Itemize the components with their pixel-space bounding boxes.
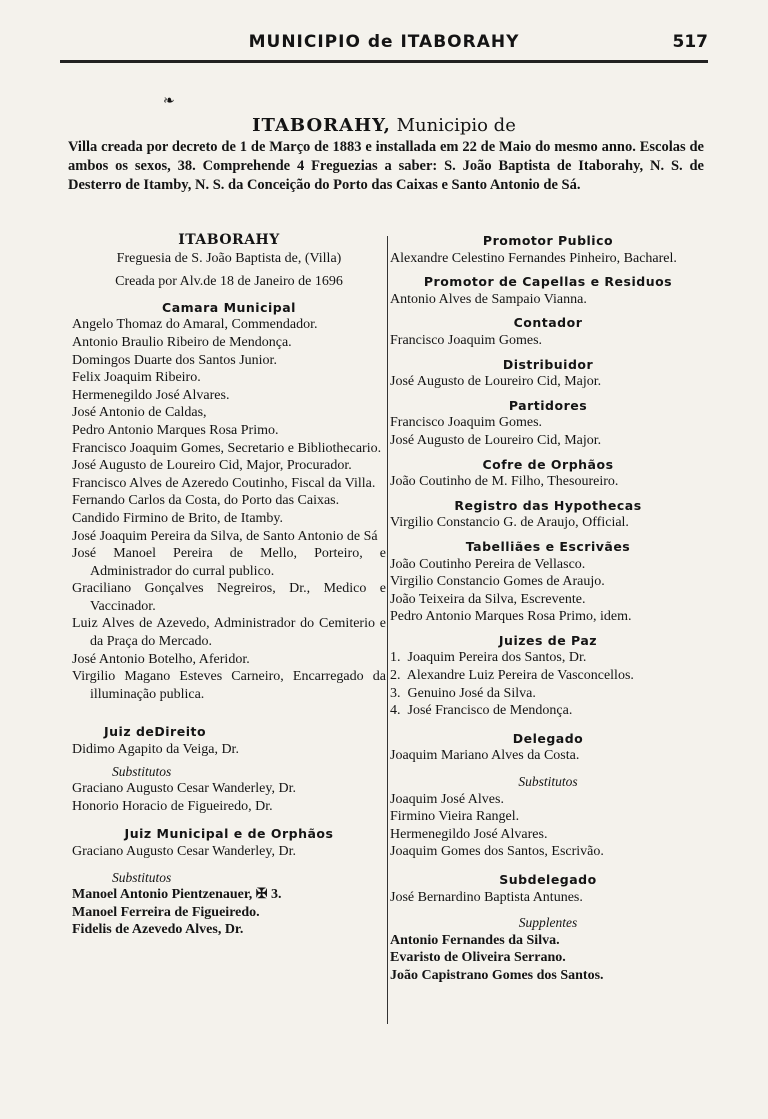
list-item: Pedro Antonio Marques Rosa Primo. <box>72 422 279 438</box>
promotor: Alexandre Celestino Fernandes Pinheiro, Bacharel. <box>390 250 677 266</box>
list-item: Antonio Fernandes da Silva. <box>390 932 560 948</box>
list-item: João Capistrano Gomes dos Santos. <box>390 967 604 983</box>
item-name: Joaquim Pereira dos Santos, Dr. <box>407 650 587 666</box>
heading-rest: Municipio de <box>396 115 516 136</box>
list-item: Francisco Joaquim Gomes, Secretario e Bibliothecario. <box>72 440 382 456</box>
juiz-direito: Didimo Agapito da Veiga, Dr. <box>72 742 239 758</box>
camara-list <box>72 316 386 703</box>
list-item: Pedro Antonio Marques Rosa Primo, idem. <box>390 609 632 625</box>
item-name: Genuino José da Silva. <box>407 685 536 701</box>
list-item: Honorio Horacio de Figueiredo, Dr. <box>72 798 273 814</box>
list-item: Candido Firmino de Brito, de Itamby. <box>72 510 284 526</box>
delegado-heading: Delegado <box>512 730 584 746</box>
list-item <box>390 649 706 667</box>
left-founded: Creada por Alv.de 18 de Janeiro de 1696 <box>115 274 343 290</box>
cofre: João Coutinho de M. Filho, Thesoureiro. <box>390 474 619 490</box>
list-item: Hermenegildo José Alvares. <box>390 826 548 842</box>
juizes-paz-heading: Juizes de Paz <box>498 632 598 648</box>
distribuidor: José Augusto de Loureiro Cid, Major. <box>390 374 602 390</box>
list-item <box>390 685 706 703</box>
item-name: José Francisco de Mendonça. <box>407 703 573 719</box>
list-item: José Joaquim Pereira da Silva, de Santo Antonio de Sá <box>72 528 378 544</box>
item-number: 4. <box>390 703 401 719</box>
list-item: Luiz Alves de Azevedo, Administrador do Cemiterio e da Praça do Mercado. <box>72 616 386 650</box>
promotor-heading: Promotor Publico <box>482 233 614 248</box>
right-column <box>390 232 706 985</box>
list-item <box>390 667 706 685</box>
item-number: 3. <box>390 685 401 701</box>
page-heading <box>0 115 768 136</box>
list-item: Joaquim José Alves. <box>390 791 504 807</box>
contador-heading: Contador <box>513 315 583 331</box>
capellas-heading: Promotor de Capellas e Residuos <box>423 274 673 290</box>
delegado: Joaquim Mariano Alves da Costa. <box>390 748 580 764</box>
list-item: João Teixeira da Silva, Escrevente. <box>390 591 586 607</box>
left-column <box>72 232 386 939</box>
column-divider <box>387 236 388 1024</box>
list-item: Graciano Augusto Cesar Wanderley, Dr. <box>72 781 296 797</box>
substitutos-heading-right: Substitutos <box>518 774 578 790</box>
camara-heading: Camara Municipal <box>162 299 296 315</box>
list-item: Domingos Duarte dos Santos Junior. <box>72 352 277 368</box>
left-title: ITABORAHY <box>178 232 280 248</box>
list-item: José Manoel Pereira de Mello, Porteiro, e Administrador do curral publico. <box>72 546 386 579</box>
list-item: Virgilio Magano Esteves Carneiro, Encarregado da illuminação publica. <box>72 669 386 702</box>
running-header <box>60 30 708 63</box>
list-item: Manoel Antonio Pientzenauer, ✠ 3. <box>72 887 282 903</box>
contador: Francisco Joaquim Gomes. <box>390 332 543 348</box>
substitutos-heading-1: Substitutos <box>112 763 172 779</box>
item-name: Alexandre Luiz Pereira de Vasconcellos. <box>406 668 634 684</box>
list-item: Graciliano Gonçalves Negreiros, Dr., Medico e Vaccinador. <box>72 581 386 614</box>
list-item: José Augusto de Loureiro Cid, Major. <box>390 432 602 448</box>
substitutos-heading-2: Substitutos <box>112 869 172 885</box>
list-item: José Antonio de Caldas, <box>72 405 207 421</box>
list-item: João Coutinho Pereira de Vellasco. <box>390 556 586 572</box>
running-title: MUNICIPIO de ITABORAHY <box>248 32 520 52</box>
cofre-heading: Cofre de Orphãos <box>482 456 614 472</box>
intro-paragraph: Villa creada por decreto de 1 de Março de 1883 e installada em 22 de Maio do mesmo anno. Escolas de ambos os sexos, 38. Comprehende 4 Freguezias a saber: S. João Baptista de Itaborahy, N. S. de Desterro de Itamby, N. S. da Conceição do Porto das Caixas e Santo Antonio de Sá. <box>68 139 704 193</box>
list-item: Antonio Braulio Ribeiro de Mendonça. <box>72 334 292 350</box>
list-item: Fernando Carlos da Costa, do Porto das Caixas. <box>72 493 340 509</box>
list-item: Manoel Ferreira de Figueiredo. <box>72 904 260 920</box>
tabelliaes-heading: Tabelliães e Escrivães <box>465 538 631 554</box>
list-item: Francisco Alves de Azeredo Coutinho, Fiscal da Villa. <box>72 475 376 491</box>
subdelegado: José Bernardino Baptista Antunes. <box>390 889 583 905</box>
juiz-municipal-heading: Juiz Municipal e de Orphãos <box>124 826 334 842</box>
partidores-heading: Partidores <box>508 397 588 413</box>
registro-heading: Registro das Hypothecas <box>454 497 642 513</box>
juiz-direito-heading: Juiz deDireito <box>104 724 207 740</box>
list-item: Virgilio Constancio Gomes de Araujo. <box>390 574 605 590</box>
subdelegado-heading: Subdelegado <box>499 872 597 887</box>
list-item: Felix Joaquim Ribeiro. <box>72 370 201 386</box>
supplentes-heading: Supplentes <box>518 915 578 931</box>
item-number: 1. <box>390 650 401 666</box>
ornament-icon: ❧ <box>163 93 175 109</box>
list-item: Fidelis de Azevedo Alves, Dr. <box>72 922 244 938</box>
distribuidor-heading: Distribuidor <box>502 356 594 372</box>
juiz-municipal: Graciano Augusto Cesar Wanderley, Dr. <box>72 844 296 859</box>
registro: Virgilio Constancio G. de Araujo, Official. <box>390 515 629 531</box>
list-item: Joaquim Gomes dos Santos, Escrivão. <box>390 844 604 860</box>
list-item <box>390 702 706 720</box>
list-item: Evaristo de Oliveira Serrano. <box>390 950 566 966</box>
list-item: Hermenegildo José Alvares. <box>72 387 230 403</box>
list-item: Angelo Thomaz do Amaral, Commendador. <box>72 317 318 333</box>
list-item: José Antonio Botelho, Aferidor. <box>72 651 250 667</box>
item-number: 2. <box>390 668 401 684</box>
capellas: Antonio Alves de Sampaio Vianna. <box>390 291 587 307</box>
list-item: Firmino Vieira Rangel. <box>390 809 520 825</box>
list-item: Francisco Joaquim Gomes. <box>390 415 543 431</box>
heading-title: ITABORAHY, <box>252 115 391 136</box>
left-subtitle: Freguesia de S. João Baptista de, (Villa) <box>116 250 342 266</box>
list-item: José Augusto de Loureiro Cid, Major, Procurador. <box>72 458 352 474</box>
page-number: 517 <box>672 32 708 52</box>
